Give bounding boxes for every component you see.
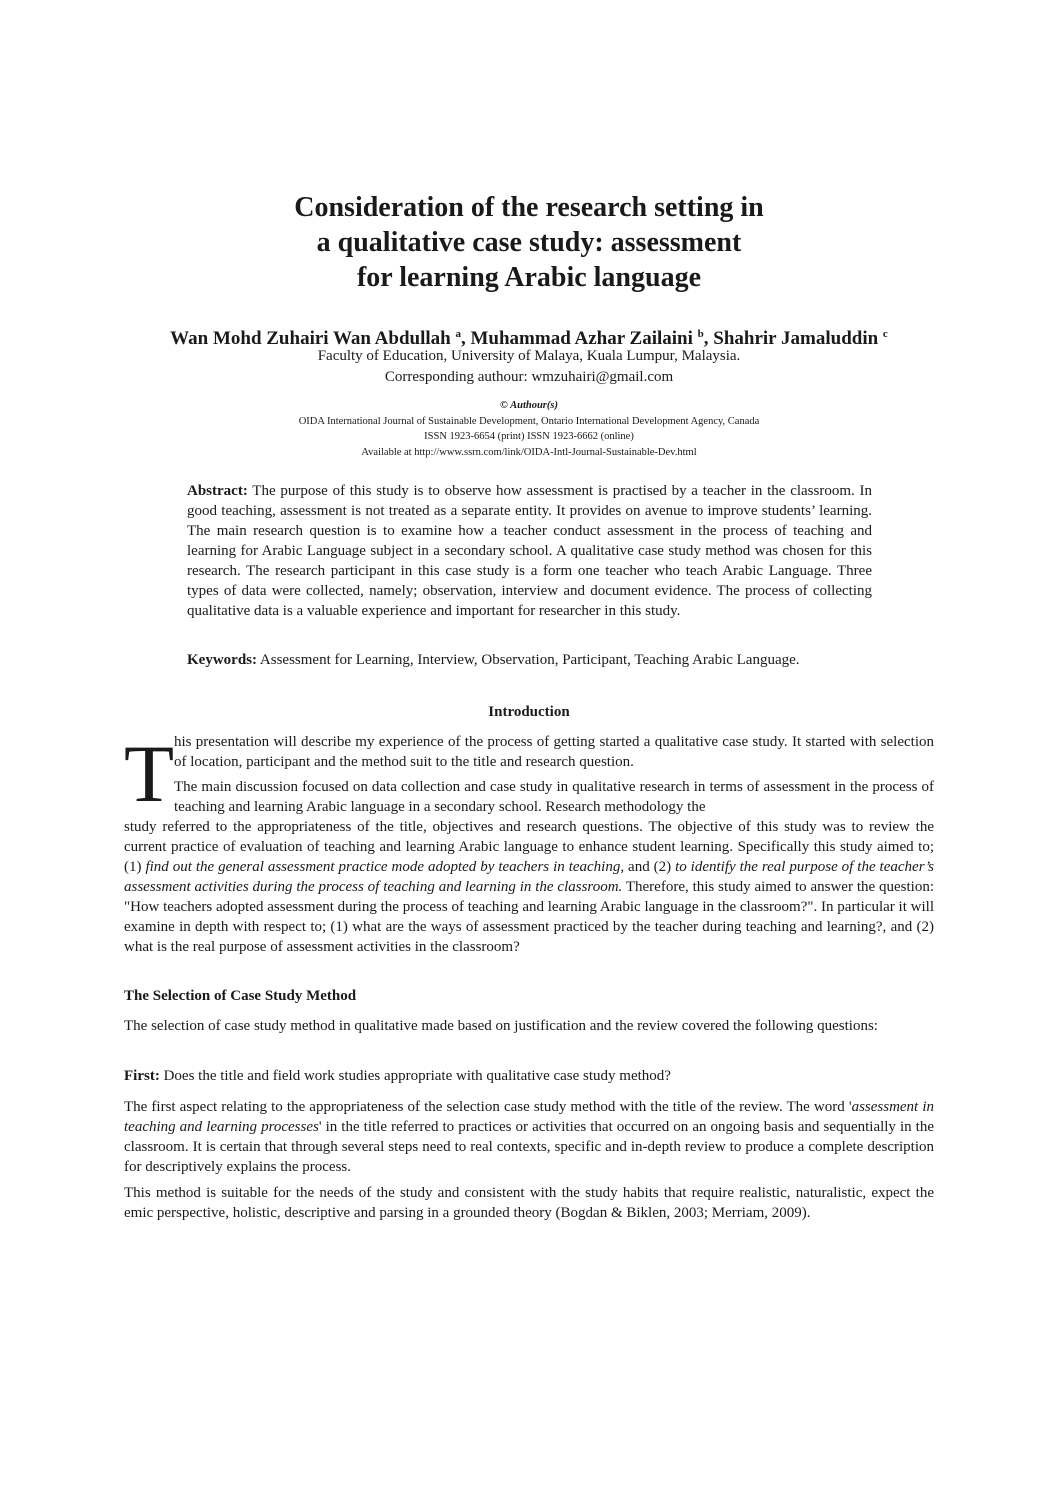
author-affil-mark: c — [882, 328, 888, 340]
issn: ISSN 1923-6654 (print) ISSN 1923-6662 (online) — [424, 431, 634, 442]
affiliation-block — [200, 346, 858, 388]
drop-cap: T — [124, 728, 175, 819]
journal-name: OIDA International Journal of Sustainable Development, Ontario International Development Agency, Canada — [298, 415, 760, 427]
abstract-text: The purpose of this study is to observe how assessment is practised by a teacher in the classroom. In good teaching, assessment is not treated as a separate entity. It provides on avenue to improve students’ learning. The main research question is to examine how a teacher conduct assessment in the process of teaching and learning for Arabic Language subject in a secondary school. A qualitative case study method was chosen for this research. The research participant in this case study is a form one teacher who teach Arabic Language. Three types of data were collected, namely; observation, interview and document evidence. The process of collecting qualitative data is a valuable experience and important for researcher in this study. — [187, 483, 872, 619]
author-affil-mark: b — [697, 328, 704, 340]
copyright-block — [150, 398, 908, 460]
intro-text: , and (2) — [620, 859, 676, 875]
author-name: Wan Mohd Zuhairi Wan Abdullah — [170, 328, 451, 349]
author-list: Wan Mohd Zuhairi Wan Abdullah $^a$, Muhammad Azhar Zailaini $^b$, Shahrir Jamaluddin $^c$ — [170, 328, 888, 349]
selection-italic-phrase: assessment in teaching and learning processes — [124, 1099, 934, 1135]
availability-link: Available at http://www.ssrn.com/link/OIDA-Intl-Journal-Sustainable-Dev.html — [361, 446, 697, 458]
title-line: for learning Arabic language — [356, 262, 702, 293]
selection-text: The first aspect relating to the appropriateness of the selection case study method with the title of the review. The word ' — [124, 1099, 852, 1115]
selection-paragraph-1: The selection of case study method in qualitative made based on justification and the review covered the following questions: — [124, 1018, 878, 1034]
intro-paragraph-2 — [124, 817, 934, 957]
selection-heading: The Selection of Case Study Method — [124, 988, 357, 1004]
intro-paragraph-1: his presentation will describe my experience of the process of getting started a qualitative case study. It started with selection of location, participant and the method suit to the title and research question. — [174, 734, 934, 770]
introduction-heading: Introduction — [488, 704, 570, 720]
first-question-text: Does the title and field work studies appropriate with qualitative case study method? — [159, 1068, 671, 1084]
intro-italic-objective-1: find out the general assessment practice mode adopted by teachers in teaching — [145, 859, 621, 875]
author-name: Shahrir Jamaluddin — [713, 328, 879, 349]
intro-italic-objective-2: to identify the real purpose of the teacher’s assessment activities during the process of teaching and learning in the classroom. — [124, 859, 934, 895]
title-line: a qualitative case study: assessment — [316, 227, 742, 258]
abstract — [187, 481, 872, 621]
paper-title — [200, 190, 858, 295]
author-name: Muhammad Azhar Zailaini — [470, 328, 693, 349]
keywords-text: Assessment for Learning, Interview, Observation, Participant, Teaching Arabic Language. — [257, 652, 800, 668]
abstract-label: Abstract: — [187, 483, 248, 499]
first-question — [124, 1066, 934, 1086]
copyright-mark: © Authour(s) — [500, 400, 558, 411]
title-line: Consideration of the research setting in — [294, 192, 764, 223]
intro-text: study referred to the appropriateness of the title, objectives and research questions. The objective of this study was to review the current practice of evaluation of teaching and learning Arabic language to enhance student learning. Specifically this study aimed to; (1) — [124, 819, 934, 875]
intro-paragraph-2-top: The main discussion focused on data collection and case study in qualitative research in terms of assessment in the process of teaching and learning Arabic language in a secondary school. Research methodology the — [174, 779, 934, 815]
selection-text: ' in the title referred to practices or activities that occurred on an ongoing basis and sequentially in the classroom. It is certain that through several steps need to real contexts, specific and in-depth review to produce a complete description for descriptively explains the process. — [124, 1119, 934, 1175]
selection-paragraph-4: This method is suitable for the needs of the study and consistent with the study habits that require realistic, naturalistic, expect the emic perspective, holistic, descriptive and parsing in a grounded theory (Bogdan & Biklen, 2003; Merriam, 2009). — [124, 1185, 934, 1221]
intro-text: Therefore, this study aimed to answer the question: "How teachers adopted assessment during the process of teaching and learning Arabic language in the classroom?". In particular it will examine in depth with respect to; (1) what are the ways of assessment practiced by the teacher during teaching and learning?, and (2) what is the real purpose of assessment activities in the classroom? — [124, 879, 934, 955]
first-label: First: — [124, 1068, 160, 1084]
author-affil-mark: a — [455, 328, 461, 340]
keywords — [187, 650, 872, 670]
keywords-label: Keywords: — [187, 652, 257, 668]
corresponding-author: Corresponding authour: wmzuhairi@gmail.com — [384, 369, 674, 385]
affiliation: Faculty of Education, University of Malaya, Kuala Lumpur, Malaysia. — [317, 348, 741, 364]
selection-paragraph-3 — [124, 1097, 934, 1177]
